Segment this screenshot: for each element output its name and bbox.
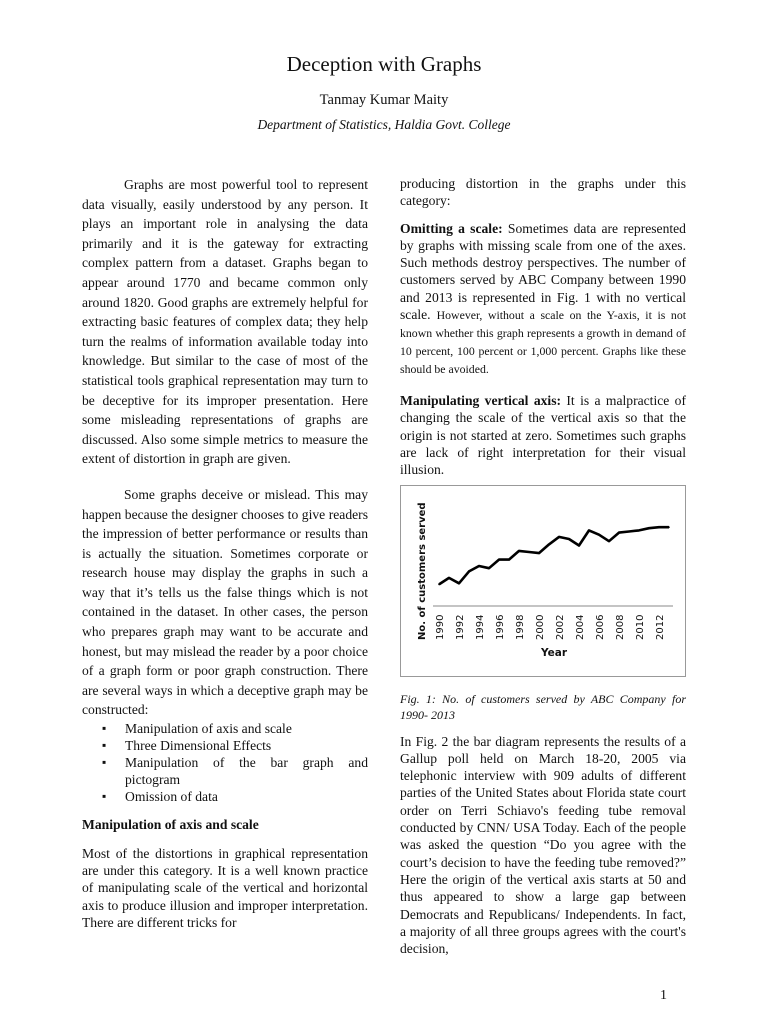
x-tick-label: 2008 bbox=[615, 614, 626, 640]
x-tick-label: 1992 bbox=[455, 614, 466, 640]
data-point bbox=[658, 526, 660, 528]
data-point bbox=[488, 567, 490, 569]
deception-list bbox=[82, 720, 368, 805]
data-point bbox=[608, 540, 610, 542]
left-paragraph-2: Some graphs deceive or mislead. This may happen because the designer chooses to give readers the impression of better performance or results than is actually the situation. Sometimes corporate or research house may display the graphs in such a way that it’s tells us the false things which is not contained in the dataset. In other cases, the person who prepares graph may want to be accurate and honest, but may mislead the reader by a poor choice of a graph form or poor graph construction. There are several ways in which a deceptive graph may be constructed: bbox=[82, 486, 368, 718]
data-point bbox=[538, 552, 540, 554]
manipulating-axis-label: Manipulating vertical axis: bbox=[400, 393, 562, 409]
data-point bbox=[578, 544, 580, 546]
omitting-scale-label: Omitting a scale: bbox=[400, 220, 503, 236]
y-axis-label: No. of customers served bbox=[417, 501, 428, 640]
data-point bbox=[638, 529, 640, 531]
x-tick-label: 1990 bbox=[435, 614, 446, 640]
figure-1-caption: Fig. 1: No. of customers served by ABC Company for 1990- 2013 bbox=[400, 691, 686, 722]
omitting-scale-note: However, without a scale on the Y-axis, it is not known whether this graph represents a growth in demand of 10 percent, 100 percent or 1,000 percent. Graphs like these should be avoided. bbox=[400, 308, 686, 377]
right-paragraph-1: producing distortion in the graphs under this category: bbox=[400, 176, 686, 209]
list-item: ▪ Manipulation of axis and scale bbox=[82, 720, 368, 737]
data-point bbox=[478, 565, 480, 567]
x-tick-label: 1994 bbox=[475, 614, 486, 640]
data-point bbox=[458, 582, 460, 584]
left-column bbox=[82, 175, 368, 931]
series-line bbox=[439, 527, 669, 584]
x-axis-label: Year bbox=[540, 646, 568, 659]
data-point bbox=[648, 527, 650, 529]
figure-1-chart bbox=[400, 485, 686, 677]
line-chart bbox=[401, 486, 685, 676]
data-point bbox=[588, 529, 590, 531]
left-paragraph-1: Graphs are most powerful tool to represent data visually, easily understood by any person. It plays an important role in analysing the data primarily and it is the gateway for extracting complex pattern from a dataset. Graphs began to appear around 1770 and became common only around 1820. Good graphs are extremely helpful for extracting basic features of complex data; they help turn the realms of information available today into knowledge. But similar to the case of most of the statistical tools graphical representation may turn to be deceptive for its improper presentation. Here some misleading representations of graphs are discussed. Also some simple metrics to measure the extent of distortion in graph are given. bbox=[82, 177, 368, 467]
data-point bbox=[558, 536, 560, 538]
data-point bbox=[448, 577, 450, 579]
page-number: 1 bbox=[660, 988, 667, 1003]
paper-title: Deception with Graphs bbox=[286, 52, 482, 76]
right-column bbox=[400, 175, 686, 957]
x-tick-label: 2002 bbox=[555, 614, 566, 640]
affiliation: Department of Statistics, Haldia Govt. College bbox=[257, 117, 511, 132]
data-point bbox=[518, 550, 520, 552]
right-paragraph-fig2: In Fig. 2 the bar diagram represents the results of a Gallup poll held on March 18-20, 2005 via telephonic interview with 909 adults of different parties of the United States about Florida state court order on Terri Schiavo's feeding tube removal conducted by CNN/ USA Today. Each of the people was asked the question “Do you agree with the court’s decision to have the feeding tube removed?” Here the origin of the vertical axis starts at 50 and thus appeared to show a large gap between Democrats and Republicans/ Independents. In fact, a majority of all three groups agrees with the court's decision, bbox=[400, 733, 686, 957]
manipulating-axis-text: It is a malpractice of changing the scale of the vertical axis so that the origin is not started at zero. Sometimes such graphs are lack of right interpretation for their visual illusion. bbox=[400, 393, 686, 478]
x-tick-label: 1996 bbox=[495, 614, 506, 640]
x-tick-label: 2010 bbox=[635, 614, 646, 640]
list-item: ▪ Omission of data bbox=[82, 788, 368, 805]
data-point bbox=[628, 530, 630, 532]
manipulating-axis-paragraph bbox=[400, 392, 686, 478]
data-point bbox=[618, 531, 620, 533]
omitting-scale-text: Sometimes data are represented by graphs with missing scale from one of the axes. Such methods destroy perspectives. The number of customers served by ABC Company between 1990 and 2013 is represented in Fig. 1 with no vertical scale. bbox=[400, 220, 686, 323]
x-tick-label: 1998 bbox=[515, 614, 526, 640]
data-point bbox=[548, 543, 550, 545]
data-point bbox=[668, 526, 670, 528]
data-point bbox=[438, 583, 440, 585]
x-tick-label: 2012 bbox=[655, 614, 666, 640]
data-point bbox=[598, 533, 600, 535]
x-tick-label: 2006 bbox=[595, 614, 606, 640]
list-item: ▪ Manipulation of the bar graph and pictogram bbox=[82, 754, 368, 788]
list-item: ▪ Three Dimensional Effects bbox=[82, 737, 368, 754]
section-heading: Manipulation of axis and scale bbox=[82, 817, 259, 833]
x-tick-label: 2004 bbox=[575, 614, 586, 640]
author-name: Tanmay Kumar Maity bbox=[319, 92, 449, 108]
data-point bbox=[498, 558, 500, 560]
left-paragraph-3: Most of the distortions in graphical representation are under this category. It is a well known practice of manipulating scale of the vertical and horizontal axis to produce illusion and improper interpretation. There are different tricks for bbox=[82, 845, 368, 930]
data-point bbox=[468, 570, 470, 572]
x-tick-label: 2000 bbox=[535, 614, 546, 640]
data-point bbox=[508, 558, 510, 560]
omitting-scale-paragraph bbox=[400, 220, 686, 378]
data-point bbox=[528, 551, 530, 553]
data-point bbox=[568, 538, 570, 540]
